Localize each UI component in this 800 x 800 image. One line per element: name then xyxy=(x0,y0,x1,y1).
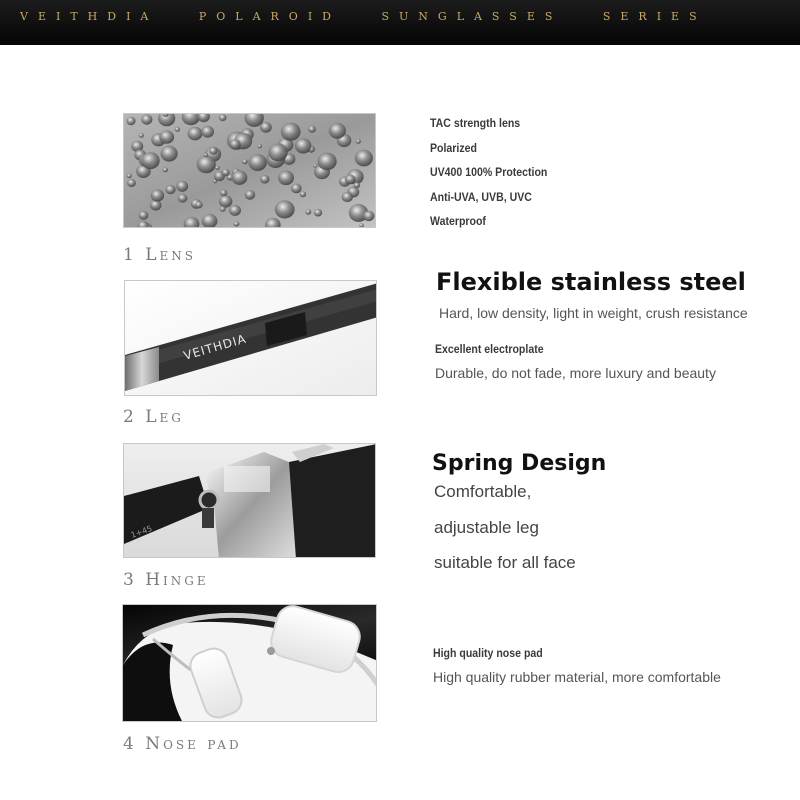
section-caption-hinge: 3 Hinge xyxy=(123,570,209,590)
water-drop xyxy=(248,154,266,171)
water-drop xyxy=(295,138,312,153)
water-drop xyxy=(175,127,180,132)
water-drop xyxy=(258,144,262,148)
water-drop xyxy=(300,191,306,197)
water-drop xyxy=(308,126,316,133)
water-drop xyxy=(141,114,152,124)
water-drop xyxy=(127,179,136,187)
water-drop xyxy=(233,221,239,226)
lens-image xyxy=(123,113,376,228)
water-drop xyxy=(215,166,220,170)
water-drop xyxy=(151,189,164,201)
water-drop xyxy=(314,209,322,217)
brand-imprint: VEITHDIA xyxy=(181,331,248,363)
nose-pad-description: High quality rubber material, more comfortable xyxy=(433,669,721,685)
leg-image xyxy=(124,280,377,396)
water-drop xyxy=(176,181,188,192)
hinge-line-1: Comfortable, xyxy=(434,482,532,501)
water-drop xyxy=(242,159,248,164)
hinge-line-2: adjustable leg xyxy=(434,518,539,537)
water-drop xyxy=(329,123,346,139)
top-banner xyxy=(0,0,800,45)
hinge-image xyxy=(123,443,376,558)
leg-description: Hard, low density, light in weight, crush resistance xyxy=(439,305,748,321)
water-drop xyxy=(356,139,361,144)
feature-polarized: Polarized xyxy=(430,141,477,155)
water-drop xyxy=(220,190,227,197)
water-drop xyxy=(126,117,135,126)
water-drop xyxy=(355,150,373,167)
water-drop xyxy=(161,146,178,162)
leg-heading: Flexible stainless steel xyxy=(436,268,746,296)
water-drop xyxy=(197,156,216,174)
nose-pad-image xyxy=(122,604,377,722)
water-drop xyxy=(354,182,361,188)
water-drop xyxy=(260,175,269,184)
water-drop xyxy=(342,192,353,202)
water-drop xyxy=(188,127,203,141)
water-drop xyxy=(363,211,374,221)
water-drop xyxy=(229,205,241,216)
water-drop xyxy=(291,184,302,194)
water-drop xyxy=(139,211,149,220)
water-drop xyxy=(139,133,144,138)
water-drop xyxy=(127,173,132,178)
water-drop xyxy=(268,144,287,162)
feature-tac: TAC strength lens xyxy=(430,116,521,130)
feature-anti-uv: Anti-UVA, UVB, UVC xyxy=(430,190,532,204)
water-drop xyxy=(318,153,337,171)
water-drop xyxy=(195,201,203,208)
water-drop xyxy=(150,200,162,211)
hinge-heading: Spring Design xyxy=(432,451,607,476)
water-drop xyxy=(209,147,217,155)
water-drop xyxy=(219,195,233,208)
banner-title: VEITHDIA POLAROID SUNGLASSES SERIES xyxy=(20,10,707,23)
leg-subheading: Excellent electroplate xyxy=(435,342,544,356)
feature-waterproof: Waterproof xyxy=(430,214,486,228)
water-drop xyxy=(159,130,174,144)
water-drop xyxy=(201,126,214,138)
water-drop xyxy=(204,153,208,157)
hinge-line-3: suitable for all face xyxy=(434,553,576,572)
water-drop xyxy=(245,190,256,200)
water-drop xyxy=(219,114,227,121)
water-drop xyxy=(141,152,159,169)
size-marking: 1+45 xyxy=(129,523,154,540)
water-drop xyxy=(230,139,241,149)
water-drop xyxy=(281,123,301,141)
section-caption-leg: 2 Leg xyxy=(123,407,184,427)
water-drop xyxy=(163,167,168,172)
water-drop xyxy=(202,214,218,228)
nose-pad-subheading: High quality nose pad xyxy=(433,646,543,660)
water-drop xyxy=(305,209,311,215)
section-caption-lens: 1 Lens xyxy=(123,245,196,265)
water-drop xyxy=(220,206,226,212)
water-drop xyxy=(232,170,248,185)
feature-uv400: UV400 100% Protection xyxy=(430,165,548,179)
water-drop xyxy=(345,175,356,185)
water-drops-graphic xyxy=(124,114,376,228)
leg-subdescription: Durable, do not fade, more luxury and beauty xyxy=(435,365,716,381)
water-drop xyxy=(178,194,188,203)
water-drop xyxy=(359,223,364,227)
water-drop xyxy=(275,200,295,218)
water-drop xyxy=(278,171,294,186)
water-drop xyxy=(222,169,230,176)
water-drop xyxy=(165,185,175,194)
section-caption-nose-pad: 4 Nose pad xyxy=(123,734,242,754)
